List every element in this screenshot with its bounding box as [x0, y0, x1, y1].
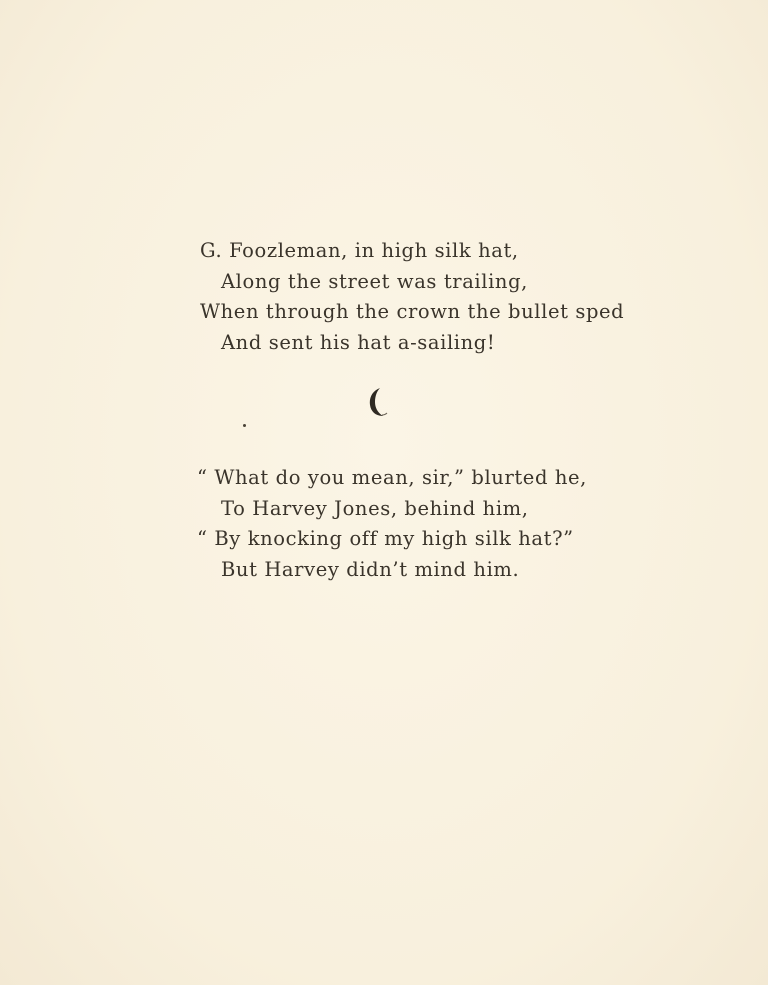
verse-line: Along the street was trailing, — [221, 269, 528, 293]
stanza-one — [200, 236, 625, 358]
verse-line: But Harvey didn’t mind him. — [221, 557, 520, 581]
verse-line: To Harvey Jones, behind him, — [221, 496, 529, 520]
ink-speck — [243, 424, 246, 427]
verse-line: And sent his hat a-sailing! — [221, 330, 496, 354]
verse-line: G. Foozleman, in high silk hat, — [200, 239, 519, 262]
verse-line: “ What do you mean, sir,” blurted he, — [197, 466, 587, 489]
verse-line: “ By knocking off my high silk hat?” — [197, 527, 574, 550]
stanza-two — [197, 463, 620, 585]
crescent-ornament-icon — [366, 385, 396, 421]
verse-line: When through the crown the bullet sped — [200, 300, 625, 323]
